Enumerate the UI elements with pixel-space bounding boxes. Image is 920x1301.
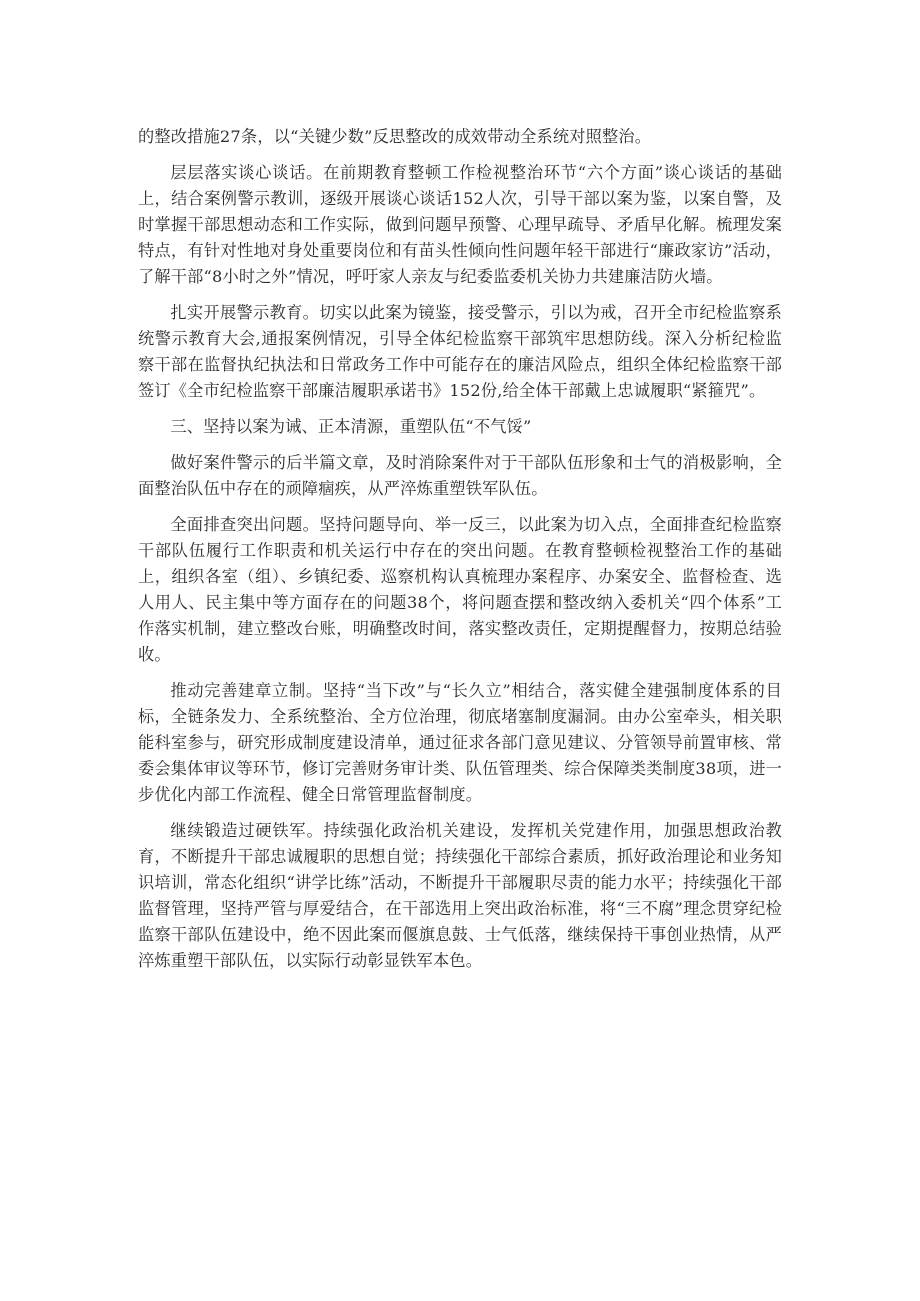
paragraph-section-intro: 做好案件警示的后半篇文章，及时消除案件对于干部队伍形象和士气的消极影响，全面整治队伍中存在的顽障痼疾，从严淬炼重塑铁军队伍。 [138,453,782,498]
document-page [138,124,782,984]
paragraph-warning-education: 扎实开展警示教育。切实以此案为镜鉴，接受警示，引以为戒，召开全市纪检监察系统警示教育大会,通报案例情况，引导全体纪检监察干部筑牢思想防线。深入分析纪检监察干部在监督执纪执法和日常政务工作中可能存在的廉洁风险点，组织全体纪检监察干部签订《全市纪检监察干部廉洁履职承诺书》152份,给全体干部戴上忠诚履职“紧箍咒”。 [138,303,782,400]
paragraph-problem-investigation: 全面排查突出问题。坚持问题导向、举一反三，以此案为切入点，全面排查纪检监察干部队伍履行工作职责和机关运行中存在的突出问题。在教育整顿检视整治工作的基础上，组织各室（组）、乡镇纪委、巡察机构认真梳理办案程序、办案安全、监督检查、选人用人、民主集中等方面存在的问题38个，将问题查摆和整改纳入委机关“四个体系”工作落实机制，建立整改台账，明确整改时间，落实整改责任，定期提醒督力，按期总结验收。 [138,515,782,664]
paragraph-heart-to-heart-talks: 层层落实谈心谈话。在前期教育整顿工作检视整治环节“六个方面”谈心谈话的基础上，结合案例警示教训，逐级开展谈心谈话152人次，引导干部以案为鉴，以案自警，及时掌握干部思想动态和工作实际，做到问题早预警、心理早疏导、矛盾早化解。梳理发案特点，有针对性地对身处重要岗位和有苗头性倾向性问题年轻干部进行“廉政家访”活动，了解干部“8小时之外”情况，呼吁家人亲友与纪委监委机关协力共建廉洁防火墙。 [138,163,782,286]
section-heading-three: 三、坚持以案为诫、正本清源，重塑队伍“不气馁” [170,417,532,436]
paragraph-forging-iron-army: 继续锻造过硬铁军。持续强化政治机关建设，发挥机关党建作用，加强思想政治教育，不断提升干部忠诚履职的思想自觉；持续强化干部综合素质，抓好政治理论和业务知识培训，常态化组织“讲学比练”活动，不断提升干部履职尽责的能力水平；持续强化干部监督管理，坚持严管与厚爱结合，在干部选用上突出政治标准，将“三不腐”理念贯穿纪检监察干部队伍建设中，绝不因此案而偃旗息鼓、士气低落，继续保持干事创业热情，从严淬炼重塑干部队伍，以实际行动彰显铁军本色。 [138,821,782,970]
paragraph-continuation: 的整改措施27条，以“关键少数”反思整改的成效带动全系统对照整治。 [138,127,652,146]
paragraph-institution-building: 推动完善建章立制。坚持“当下改”与“长久立”相结合，落实健全建强制度体系的目标，全链条发力、全系统整治、全方位治理，彻底堵塞制度漏洞。由办公室牵头，相关职能科室参与，研究形成制度建设清单，通过征求各部门意见建议、分管领导前置审核、常委会集体审议等环节，修订完善财务审计类、队伍管理类、综合保障类类制度38项，进一步优化内部工作流程、健全日常管理监督制度。 [138,681,782,804]
